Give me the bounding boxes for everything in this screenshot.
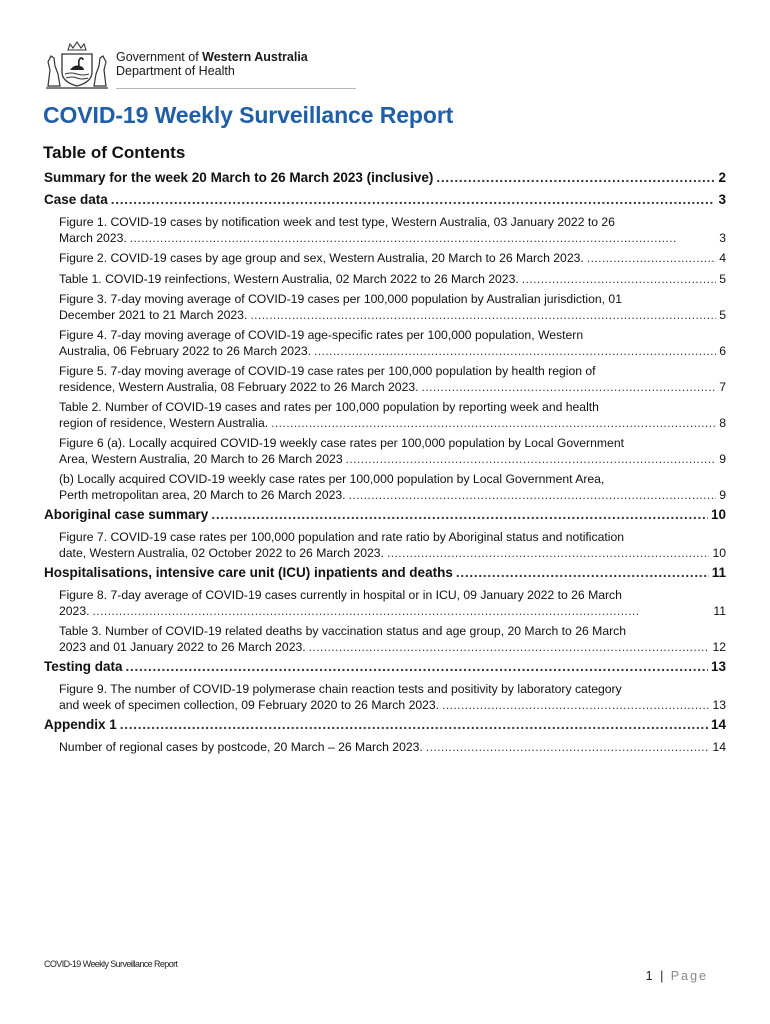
toc-section-entry[interactable] bbox=[44, 715, 726, 735]
toc-entry-text: 2023 and 01 January 2022 to 26 March 2023. bbox=[59, 639, 306, 654]
footer-report-name: COVID-19 Weekly Surveillance Report bbox=[44, 959, 178, 969]
toc-entry-leader-line bbox=[59, 380, 726, 396]
toc-entry-text: Area, Western Australia, 20 March to 26 March 2023 bbox=[59, 451, 343, 466]
report-title: COVID-19 Weekly Surveillance Report bbox=[43, 102, 454, 128]
toc-page-number: 12 bbox=[712, 639, 726, 654]
organisation-name bbox=[116, 50, 308, 78]
toc-figure-entry[interactable] bbox=[44, 588, 726, 619]
toc-page-number: 5 bbox=[719, 271, 726, 286]
dot-leader bbox=[130, 231, 716, 247]
toc-entry-leader-line bbox=[59, 452, 726, 468]
toc-entry-first-line: Figure 8. 7-day average of COVID-19 cases currently in hospital or in ICU, 09 January 2022 to 26 March bbox=[59, 588, 622, 602]
dot-leader bbox=[436, 168, 715, 188]
toc-page-number: 14 bbox=[712, 740, 726, 754]
toc-entry-leader-line bbox=[59, 344, 726, 360]
toc-figure-entry[interactable] bbox=[44, 436, 726, 467]
dot-leader bbox=[456, 563, 709, 583]
toc-entry-leader-line bbox=[44, 657, 726, 677]
toc-entry-leader-line bbox=[59, 604, 726, 620]
toc-entry-first-line: Figure 7. COVID-19 case rates per 100,000 population and rate ratio by Aboriginal status and notification bbox=[59, 530, 625, 544]
toc-entry-leader-line bbox=[59, 272, 726, 288]
dot-leader bbox=[426, 740, 710, 756]
dot-leader bbox=[120, 715, 708, 735]
toc-section-entry[interactable] bbox=[44, 168, 726, 188]
toc-page-number: 3 bbox=[718, 192, 726, 207]
toc-page-number: 4 bbox=[719, 251, 726, 265]
dot-leader bbox=[309, 640, 710, 656]
table-of-contents bbox=[44, 166, 726, 756]
toc-entry-leader-line bbox=[59, 308, 726, 324]
toc-entry-text: Appendix 1 bbox=[44, 717, 117, 732]
toc-section-entry[interactable] bbox=[44, 190, 726, 210]
toc-entry-leader-line bbox=[59, 488, 726, 504]
toc-page-number: 3 bbox=[719, 230, 726, 245]
toc-entry-text: Australia, 06 February 2022 to 26 March 2023. bbox=[59, 343, 312, 358]
toc-entry-text: December 2021 to 21 March 2023. bbox=[59, 307, 248, 322]
toc-entry-leader-line bbox=[59, 251, 726, 267]
toc-entry-first-line: Table 2. Number of COVID-19 cases and rates per 100,000 population by reporting week and health bbox=[59, 400, 599, 414]
toc-entry-text: Table 1. COVID-19 reinfections, Western Australia, 02 March 2022 to 26 March 2023. bbox=[59, 271, 519, 286]
toc-page-number: 11 bbox=[711, 565, 726, 580]
footer-separator: | bbox=[660, 969, 666, 983]
toc-figure-entry[interactable] bbox=[44, 682, 726, 713]
toc-page-number: 13 bbox=[710, 659, 726, 674]
footer-page-number: 1 bbox=[645, 969, 655, 983]
toc-entry-text: and week of specimen collection, 09 February 2020 to 26 March 2023. bbox=[59, 697, 440, 712]
toc-figure-entry[interactable] bbox=[44, 292, 726, 323]
dot-leader bbox=[346, 452, 717, 468]
toc-entry-first-line: Figure 3. 7-day moving average of COVID-19 cases per 100,000 population by Australian jurisdiction, 01 bbox=[59, 292, 622, 306]
toc-section-entry[interactable] bbox=[44, 505, 726, 525]
org-line1-prefix: Government of bbox=[116, 50, 203, 64]
dot-leader bbox=[93, 604, 711, 620]
toc-page-number: 6 bbox=[719, 343, 726, 358]
toc-entry-leader-line bbox=[59, 546, 726, 562]
toc-figure-entry[interactable] bbox=[44, 272, 726, 288]
toc-entry-leader-line bbox=[44, 505, 726, 525]
toc-page-number: 7 bbox=[719, 379, 726, 394]
toc-entry-text: date, Western Australia, 02 October 2022 to 26 March 2023. bbox=[59, 545, 384, 560]
toc-page-number: 5 bbox=[719, 307, 726, 322]
toc-entry-text: Aboriginal case summary bbox=[44, 507, 209, 522]
toc-figure-entry[interactable] bbox=[44, 251, 726, 267]
toc-entry-leader-line bbox=[44, 168, 726, 188]
toc-entry-first-line: (b) Locally acquired COVID-19 weekly case rates per 100,000 population by Local Government Area, bbox=[59, 472, 605, 486]
toc-entry-text: region of residence, Western Australia. bbox=[59, 415, 269, 430]
toc-figure-entry[interactable] bbox=[44, 328, 726, 359]
dot-leader bbox=[522, 272, 716, 288]
dot-leader bbox=[587, 251, 716, 267]
toc-entry-leader-line bbox=[59, 740, 726, 756]
toc-entry-first-line: Figure 5. 7-day moving average of COVID-19 case rates per 100,000 population by health region of bbox=[59, 364, 596, 378]
toc-entry-text: Case data bbox=[44, 192, 108, 207]
header-divider bbox=[116, 88, 356, 89]
toc-entry-leader-line bbox=[59, 416, 726, 432]
dot-leader bbox=[422, 380, 717, 396]
dot-leader bbox=[250, 308, 716, 324]
wa-coat-of-arms-logo bbox=[44, 40, 110, 92]
toc-entry-leader-line bbox=[44, 190, 726, 210]
toc-page-number: 14 bbox=[710, 717, 726, 732]
toc-figure-entry[interactable] bbox=[44, 740, 726, 756]
dot-leader bbox=[442, 698, 709, 714]
footer-page-indicator bbox=[646, 969, 708, 983]
toc-entry-first-line: Figure 9. The number of COVID-19 polymerase chain reaction tests and positivity by laboratory category bbox=[59, 682, 622, 696]
dot-leader bbox=[126, 657, 708, 677]
dot-leader bbox=[349, 488, 717, 504]
toc-entry-text: Testing data bbox=[44, 659, 123, 674]
letterhead bbox=[44, 40, 334, 92]
toc-entry-leader-line bbox=[44, 715, 726, 735]
toc-entry-leader-line bbox=[59, 640, 726, 656]
toc-section-entry[interactable] bbox=[44, 657, 726, 677]
org-line2: Department of Health bbox=[116, 64, 235, 78]
toc-figure-entry[interactable] bbox=[44, 215, 726, 246]
toc-entry-text: Summary for the week 20 March to 26 March 2023 (inclusive) bbox=[44, 170, 434, 185]
toc-entry-text: 2023. bbox=[59, 603, 90, 618]
toc-entry-first-line: Table 3. Number of COVID-19 related deaths by vaccination status and age group, 20 March to 26 March bbox=[59, 624, 627, 638]
toc-page-number: 13 bbox=[712, 697, 726, 712]
footer-page-word: Page bbox=[670, 969, 708, 983]
toc-entry-text: Figure 2. COVID-19 cases by age group and sex, Western Australia, 20 March to 26 March 2023. bbox=[59, 251, 584, 265]
toc-entry-text: Hospitalisations, intensive care unit (ICU) inpatients and deaths bbox=[44, 565, 453, 580]
toc-page-number: 10 bbox=[710, 507, 726, 522]
toc-entry-leader-line bbox=[59, 698, 726, 714]
toc-figure-entry[interactable] bbox=[44, 472, 726, 503]
toc-page-number: 11 bbox=[713, 603, 726, 618]
toc-figure-entry[interactable] bbox=[44, 530, 726, 561]
toc-entry-text: Number of regional cases by postcode, 20 March – 26 March 2023. bbox=[59, 740, 423, 754]
toc-heading: Table of Contents bbox=[43, 143, 186, 162]
toc-figure-entry[interactable] bbox=[44, 400, 726, 431]
dot-leader bbox=[314, 344, 716, 360]
toc-figure-entry[interactable] bbox=[44, 624, 726, 655]
dot-leader bbox=[387, 546, 709, 562]
toc-entry-leader-line bbox=[59, 231, 726, 247]
toc-entry-leader-line bbox=[44, 563, 726, 583]
dot-leader bbox=[271, 416, 716, 432]
toc-page-number: 10 bbox=[712, 545, 726, 560]
toc-page-number: 9 bbox=[719, 487, 726, 502]
toc-section-entry[interactable] bbox=[44, 563, 726, 583]
toc-entry-first-line: Figure 6 (a). Locally acquired COVID-19 weekly case rates per 100,000 population by Local Government bbox=[59, 436, 624, 450]
toc-page-number: 8 bbox=[719, 415, 726, 430]
toc-page-number: 2 bbox=[718, 170, 726, 185]
toc-entry-text: residence, Western Australia, 08 February 2022 to 26 March 2023. bbox=[59, 379, 419, 394]
toc-page-number: 9 bbox=[719, 451, 726, 466]
toc-entry-first-line: Figure 1. COVID-19 cases by notification week and test type, Western Australia, 03 January 2022 to 26 bbox=[59, 215, 615, 229]
dot-leader bbox=[211, 505, 708, 525]
toc-entry-text: Perth metropolitan area, 20 March to 26 March 2023. bbox=[59, 487, 346, 502]
dot-leader bbox=[111, 190, 716, 210]
org-line1-bold: Western Australia bbox=[202, 50, 308, 64]
toc-entry-text: March 2023. bbox=[59, 230, 127, 245]
toc-entry-first-line: Figure 4. 7-day moving average of COVID-19 age-specific rates per 100,000 population, Western bbox=[59, 328, 584, 342]
toc-figure-entry[interactable] bbox=[44, 364, 726, 395]
